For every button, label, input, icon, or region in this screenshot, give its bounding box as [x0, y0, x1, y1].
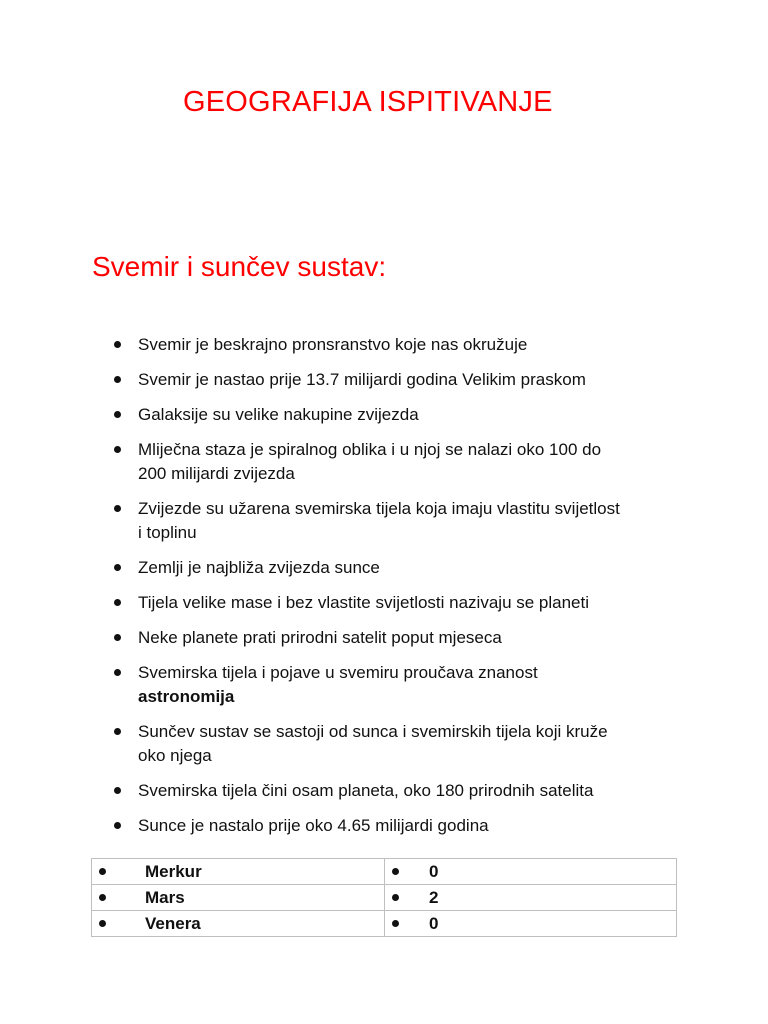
planet-value: 0: [429, 914, 439, 933]
table-row: [92, 911, 677, 937]
bullet-icon: [99, 868, 106, 875]
list-item-text: Zemlji je najbliža zvijezda sunce: [138, 558, 380, 577]
section-heading: Svemir i sunčev sustav:: [92, 251, 387, 282]
list-item: [110, 626, 690, 650]
list-item: [110, 403, 690, 427]
planet-cell: [92, 911, 385, 937]
list-item: [110, 661, 690, 709]
list-item-text: Neke planete prati prirodni satelit poput mjeseca: [138, 628, 502, 647]
value-cell: [385, 885, 677, 911]
list-item-bold-term: astronomija: [138, 687, 235, 706]
list-item: [110, 779, 690, 803]
value-cell: [385, 859, 677, 885]
document-title: GEOGRAFIJA ISPITIVANJE: [183, 86, 553, 118]
list-item-text: Svemir je beskrajno pronsranstvo koje nas okružuje: [138, 335, 528, 354]
list-item-continuation: 200 milijardi zvijezda: [138, 464, 295, 483]
list-item: [110, 720, 690, 768]
planet-value: 2: [429, 888, 439, 907]
bullet-icon: [99, 920, 106, 927]
bullet-icon: [114, 411, 121, 418]
bullet-list: [110, 333, 690, 849]
list-item-text: Svemir je nastao prije 13.7 milijardi godina Velikim praskom: [138, 370, 586, 389]
list-item-continuation: i toplinu: [138, 523, 197, 542]
list-item: [110, 333, 690, 357]
list-item-text: Galaksije su velike nakupine zvijezda: [138, 405, 419, 424]
planet-name: Merkur: [145, 862, 202, 881]
list-item-text: Svemirska tijela i pojave u svemiru proučava znanost: [138, 663, 538, 682]
list-item-continuation: oko njega: [138, 746, 212, 765]
list-item-text: Sunčev sustav se sastoji od sunca i svemirskih tijela koji kruže: [138, 722, 608, 741]
value-cell: [385, 911, 677, 937]
planet-cell: [92, 885, 385, 911]
bullet-icon: [114, 505, 121, 512]
list-item-text: Mliječna staza je spiralnog oblika i u njoj se nalazi oko 100 do: [138, 440, 602, 459]
bullet-icon: [114, 564, 121, 571]
bullet-icon: [99, 894, 106, 901]
list-item: [110, 591, 690, 615]
list-item-text: Zvijezde su užarena svemirska tijela koja imaju vlastitu svijetlost: [138, 499, 620, 518]
list-item: [110, 556, 690, 580]
planet-name: Venera: [145, 914, 201, 933]
list-item: [110, 497, 690, 545]
bullet-icon: [114, 446, 121, 453]
bullet-icon: [114, 787, 121, 794]
list-item: [110, 814, 690, 838]
planet-cell: [92, 859, 385, 885]
bullet-icon: [392, 868, 399, 875]
table-row: [92, 859, 677, 885]
list-item-text: Tijela velike mase i bez vlastite svijetlosti nazivaju se planeti: [138, 593, 590, 612]
bullet-icon: [114, 599, 121, 606]
planet-name: Mars: [145, 888, 185, 907]
table-row: [92, 885, 677, 911]
bullet-icon: [392, 894, 399, 901]
bullet-icon: [392, 920, 399, 927]
list-item-text: Svemirska tijela čini osam planeta, oko 180 prirodnih satelita: [138, 781, 594, 800]
bullet-icon: [114, 669, 121, 676]
planet-value: 0: [429, 862, 439, 881]
list-item: [110, 368, 690, 392]
bullet-icon: [114, 376, 121, 383]
list-item: [110, 438, 690, 486]
bullet-icon: [114, 634, 121, 641]
bullet-icon: [114, 822, 121, 829]
bullet-icon: [114, 728, 121, 735]
bullet-icon: [114, 341, 121, 348]
list-item-text: Sunce je nastalo prije oko 4.65 milijardi godina: [138, 816, 489, 835]
planet-table: [91, 858, 677, 937]
